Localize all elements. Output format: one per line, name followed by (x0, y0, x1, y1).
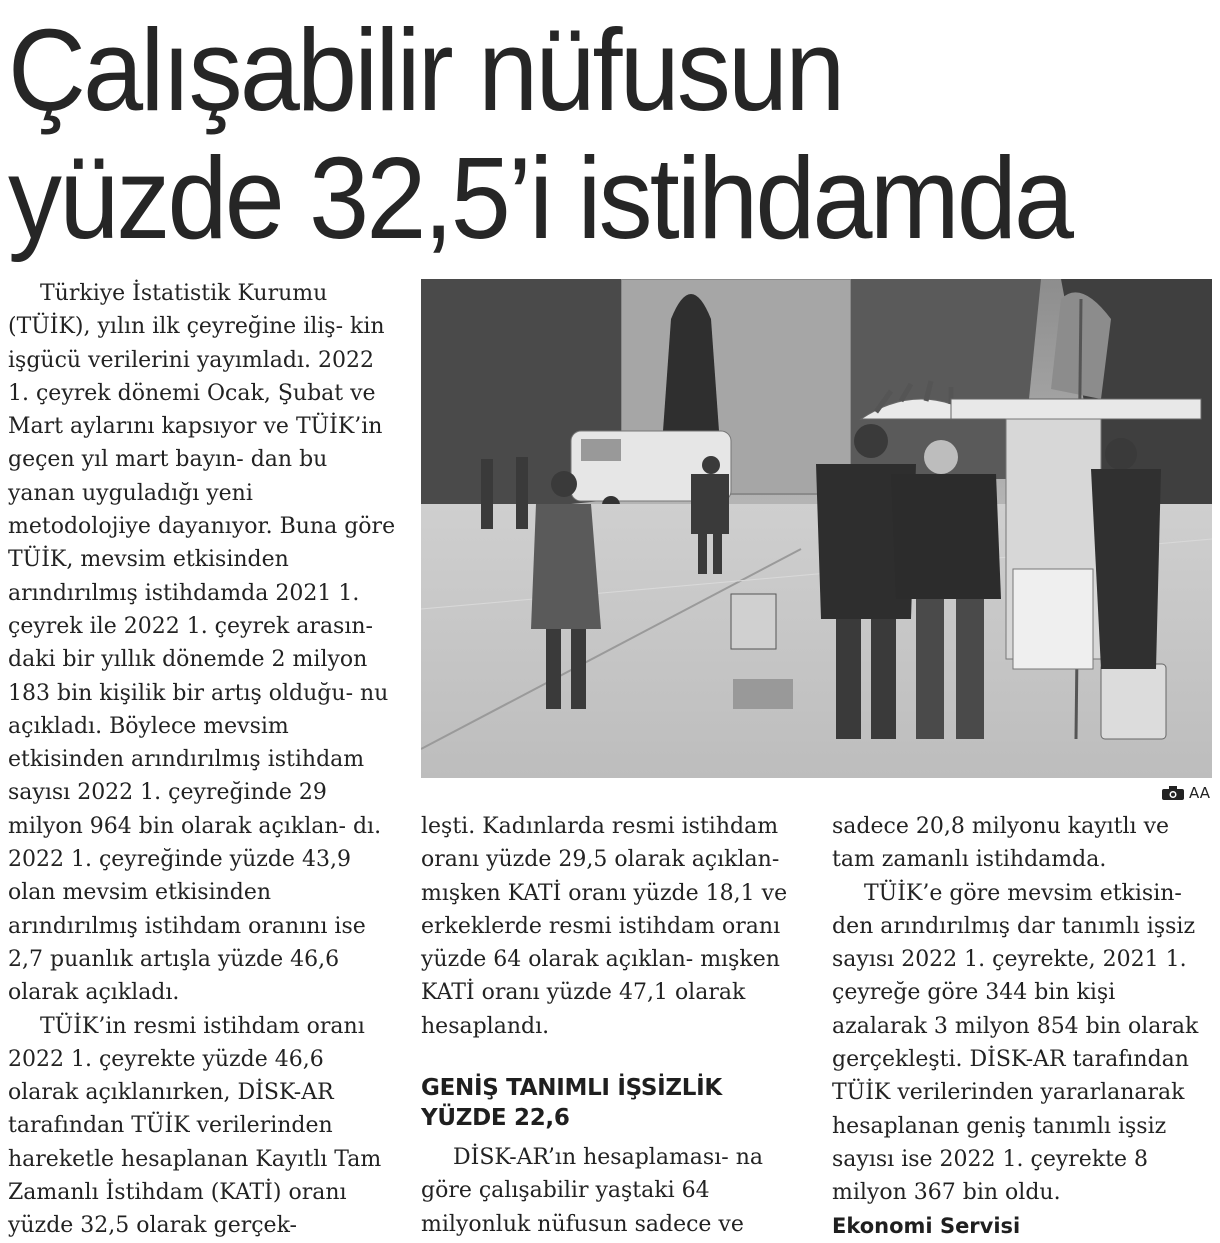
paragraph: TÜİK’e göre mevsim etkisin- den arındırılmış dar tanımlı işsiz sayısı 2022 1. çeyrekte, 2021 1. çeyreğe göre 344 bin kişi azalarak 3 milyon 854 bin olarak gerçekleşti. DİSK-AR tarafından TÜİK verilerinden yararlanarak hesaplanan geniş tanımlı işsiz sayısı ise 2022 1. çeyrekte 8 milyon 367 bin oldu. (832, 880, 1199, 1206)
paragraph: leşti. Kadınlarda resmi istihdam oranı yüzde 29,5 olarak açıklan- mışken KATİ oranı yüzde 18,1 ve erkeklerde resmi istihdam oranı yüzde 64 olarak açıklan- mışken KATİ oranı yüzde 47,1 olarak hesaplandı. (421, 814, 788, 1039)
article-column-3 (832, 810, 1212, 1242)
photo-credit-text: AA (1189, 784, 1210, 802)
news-photo (421, 279, 1212, 778)
paragraph: Türkiye İstatistik Kurumu (TÜİK), yılın ilk çeyreğine iliş- kin işgücü verilerini yayımladı. 2022 1. çeyrek dönemi Ocak, Şubat ve Mart aylarını kapsıyor ve TÜİK’in geçen yıl mart bayın- dan bu yanan uyguladığı yeni metodolojiye dayanıyor. Buna göre TÜİK, mevsim etkisinden arındırılmış istihdamda 2021 1. çeyrek ile 2022 1. çeyrek arasın- daki bir yıllık dönemde 2 milyon 183 bin kişilik bir artış olduğu- nu açıkladı. Böylece mevsim etkisinden arındırılmış istihdam sayısı 2022 1. çeyreğinde 29 milyon 964 bin olarak açıklan- dı. 2022 1. çeyreğinde yüzde 43,9 olan mevsim etkisinden arındırılmış istihdam oranını ise 2,7 puanlık artışla yüzde 46,6 olarak açıkladı. (8, 281, 396, 1006)
byline: Ekonomi Servisi (832, 1213, 1021, 1238)
headline (8, 6, 1133, 262)
section-subheading: GENİŞ TANIMLI İŞSİZLİK YÜZDE 22,6 (421, 1075, 722, 1132)
paragraph: TÜİK’in resmi istihdam oranı 2022 1. çeyrekte yüzde 46,6 olarak açıklanırken, DİSK-AR tarafından TÜİK verilerinden hareketle hesaplanan Kayıtlı Tam Zamanlı İstihdam (KATİ) oranı yüzde 32,5 olarak gerçek- (8, 1013, 382, 1239)
camera-icon (1161, 785, 1185, 801)
paragraph: DİSK-AR’ın hesaplaması- na göre çalışabilir yaştaki 64 milyonluk nüfusun sadece ve (421, 1145, 763, 1237)
photo-credit (1161, 784, 1210, 802)
paragraph: sadece 20,8 milyonu kayıtlı ve tam zamanlı istihdamda. (832, 814, 1170, 873)
street-scene-image (421, 279, 1212, 778)
article-column-2 (421, 810, 805, 1241)
headline-line-1: Çalışabilir nüfusun (8, 5, 843, 135)
headline-line-2: yüzde 32,5’i istihdamda (8, 133, 1072, 263)
article-column-1 (8, 277, 400, 1243)
